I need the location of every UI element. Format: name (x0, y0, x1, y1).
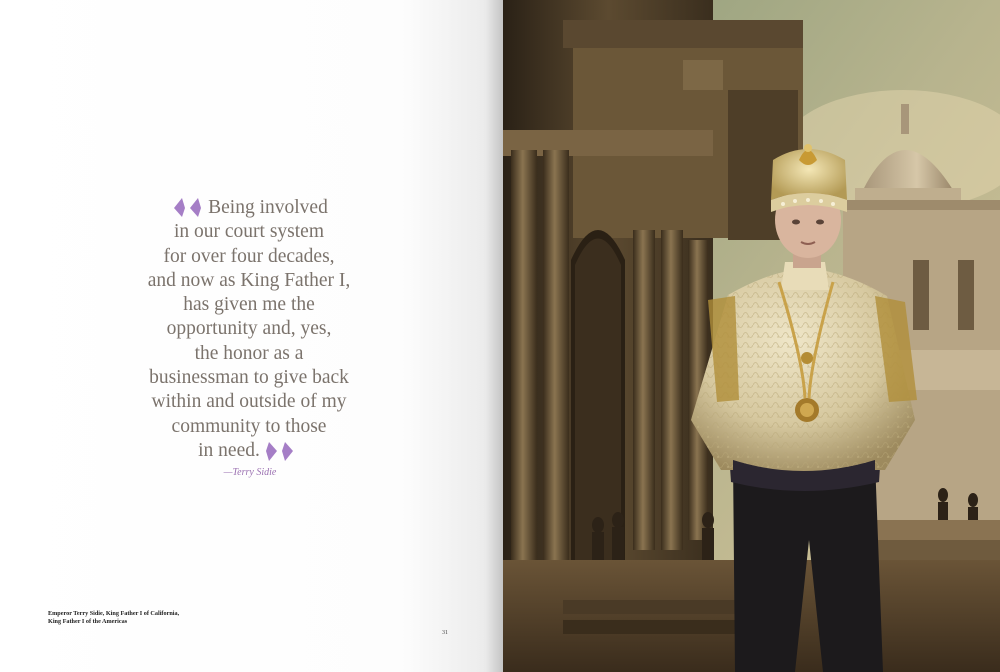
quote-line: the honor as a (194, 342, 304, 364)
quote-line: businessman to give back (149, 367, 349, 389)
caption-line: King Father I of the Americas (48, 617, 128, 625)
quote-line: for over four decades, (163, 245, 335, 267)
quote-line: community to those (171, 415, 327, 437)
quote-line (118, 439, 380, 463)
page-number: 31 (442, 630, 448, 636)
open-quote-mark-icon (170, 196, 206, 218)
pull-quote (118, 196, 380, 463)
quote-line: in our court system (173, 221, 325, 243)
close-quote-mark-icon (264, 441, 300, 463)
quote-line (118, 196, 380, 220)
quote-line: within and outside of my (151, 391, 347, 413)
quote-line: and now as King Father I, (147, 269, 351, 291)
right-page (503, 0, 1000, 672)
quote-line: opportunity and, yes, (166, 318, 332, 340)
photo-caption (48, 610, 308, 625)
quote-line-text: Being involved (208, 197, 328, 218)
quote-line-text: in need. (198, 439, 260, 461)
caption-line: Emperor Terry Sidie, King Father I of California, (48, 610, 180, 617)
quote-line: has given me the (183, 294, 315, 316)
portrait-photo (503, 0, 1000, 672)
gutter-shadow (486, 0, 504, 672)
quote-attribution: —Terry Sidie (223, 467, 277, 478)
